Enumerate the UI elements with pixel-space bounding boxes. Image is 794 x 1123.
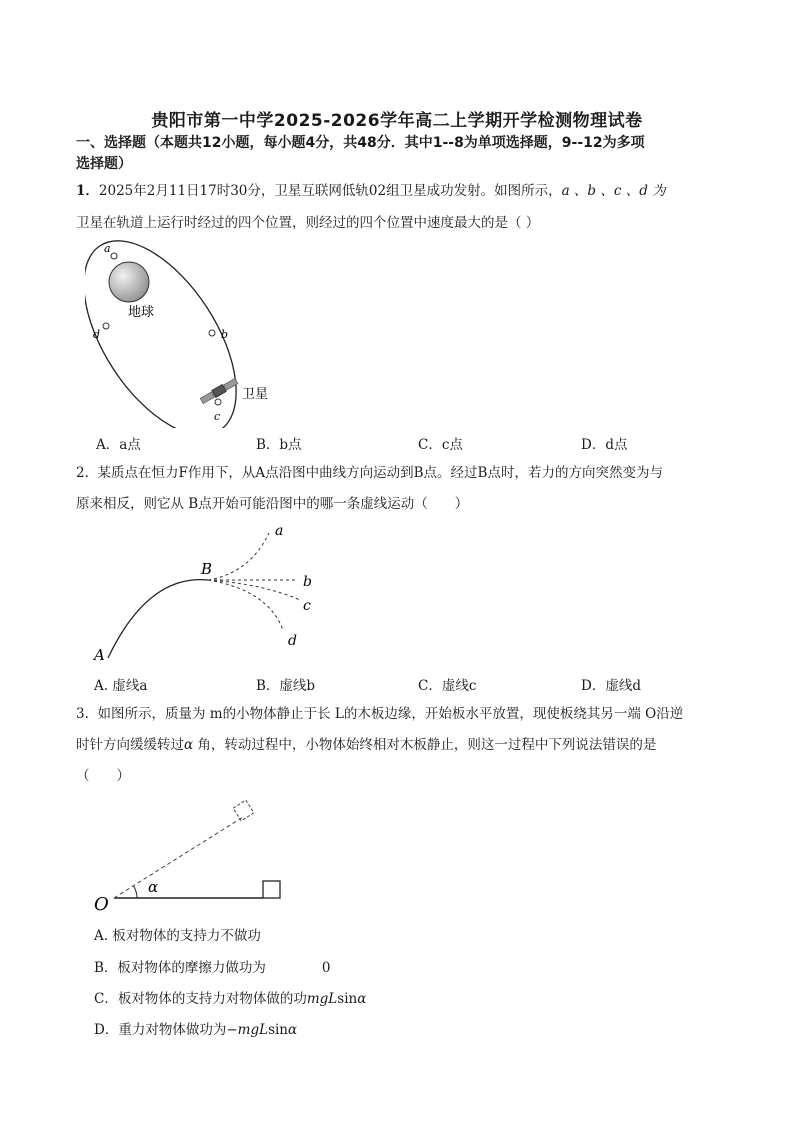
q1-option-a: A．a点 [96, 437, 141, 453]
pivot-O-label: O [94, 894, 109, 915]
curve-b-label: b [303, 574, 312, 590]
angle-alpha-label: α [148, 878, 159, 896]
q3-board-figure [88, 795, 308, 920]
point-b-marker [209, 330, 215, 336]
q3-number: 3. [76, 706, 89, 722]
point-a-marker [111, 253, 117, 259]
earth-icon [109, 262, 149, 302]
point-B-label: B [201, 560, 213, 578]
point-d-label: d [93, 328, 101, 341]
section-header-line2: 选择题） [76, 156, 132, 172]
block-rotated-icon [233, 800, 254, 821]
q3-option-d-expr: −mgL [226, 1022, 269, 1038]
q3-line1 [76, 704, 683, 724]
dashed-curve-d [208, 580, 283, 630]
q2-trajectory-figure [88, 518, 328, 668]
q3-text-line2-post: 角，转动过程中，小物体始终相对木板静止，则这一过程中下列说法错误的是 [197, 737, 657, 753]
curve-d-label: d [288, 633, 297, 649]
q1-line2: 卫星在轨道上运行时经过的四个位置，则经过的四个位置中速度最大的是（ ） [76, 215, 540, 231]
q3-option-c-fn: sin [337, 991, 358, 1007]
point-b-label: b [221, 328, 229, 341]
angle-arc [134, 886, 138, 898]
q3-option-b [94, 956, 331, 976]
q1-option-c: C．c点 [418, 437, 463, 453]
point-d-marker [103, 323, 109, 329]
q3-option-c-text: C．板对物体的支持力对物体做的功 [94, 991, 307, 1007]
solid-curve-ab [108, 580, 208, 658]
q2-option-d: D．虚线d [581, 678, 641, 694]
curve-a-label: a [275, 523, 284, 539]
block-icon [263, 881, 280, 898]
q1-number: 1． [76, 183, 99, 199]
q3-line2 [76, 735, 656, 755]
q3-alpha: α [184, 737, 194, 753]
earth-label: 地球 [128, 305, 155, 320]
q2-number: 2. [76, 465, 89, 481]
q2-line1 [76, 463, 663, 483]
q3-line3: （ ） [76, 768, 130, 784]
q2-option-a: A. 虚线a [94, 678, 148, 694]
q3-text-line2-pre: 时针方向缓缓转过 [76, 737, 184, 753]
q2-option-c: C．虚线c [418, 678, 477, 694]
q3-option-a: A. 板对物体的支持力不做功 [94, 928, 261, 944]
point-c-marker [215, 399, 221, 405]
point-A-label: A [94, 646, 105, 664]
q2-text-line1: 某质点在恒力F作用下，从A点沿图中曲线方向运动到B点。经过B点时，若力的方向突然变为与 [97, 465, 663, 481]
point-a-label: a [104, 242, 111, 255]
q1-text-line1: 2025年2月11日17时30分，卫星互联网低轨02组卫星成功发射。如图所示， [98, 183, 562, 199]
q3-option-d-text: D．重力对物体做功为 [94, 1022, 227, 1038]
q3-option-b-value: 0 [321, 960, 331, 976]
q1-option-b: B．b点 [256, 437, 302, 453]
q3-option-c [94, 987, 366, 1007]
section-header-line1: 一、选择题（本题共12小题，每小题4分，共48分．其中1--8为单项选择题，9--12为多项 [76, 135, 645, 151]
q2-option-b: B．虚线b [256, 678, 316, 694]
q1-orbit-figure [85, 238, 285, 428]
q3-option-c-expr: mgL [306, 991, 338, 1007]
q3-option-d-var: α [288, 1022, 298, 1038]
q1-point-vars: a 、b 、c 、d 为 [561, 183, 666, 199]
q1-option-d: D．d点 [581, 437, 628, 453]
q3-option-d-fn: sin [268, 1022, 289, 1038]
point-c-label: c [214, 410, 221, 423]
q1-line1 [76, 181, 666, 201]
page-title: 贵阳市第一中学2025-2026学年高二上学期开学检测物理试卷 [151, 111, 643, 131]
board-rotated-dashed [114, 817, 243, 898]
q3-option-c-var: α [357, 991, 367, 1007]
q3-option-d [94, 1018, 297, 1038]
orbit-ellipse [85, 238, 267, 428]
q3-option-b-text: B．板对物体的摩擦力做功为 [94, 960, 266, 976]
dashed-curve-a [208, 533, 269, 580]
satellite-label: 卫星 [242, 387, 269, 402]
curve-c-label: c [303, 598, 311, 614]
q3-text-line1: 如图所示，质量为 m的小物体静止于长 L的木板边缘，开始板水平放置，现使板绕其另一端 O沿逆 [97, 706, 684, 722]
q2-line2: 原来相反，则它从 B点开始可能沿图中的哪一条虚线运动（ ） [76, 496, 469, 512]
